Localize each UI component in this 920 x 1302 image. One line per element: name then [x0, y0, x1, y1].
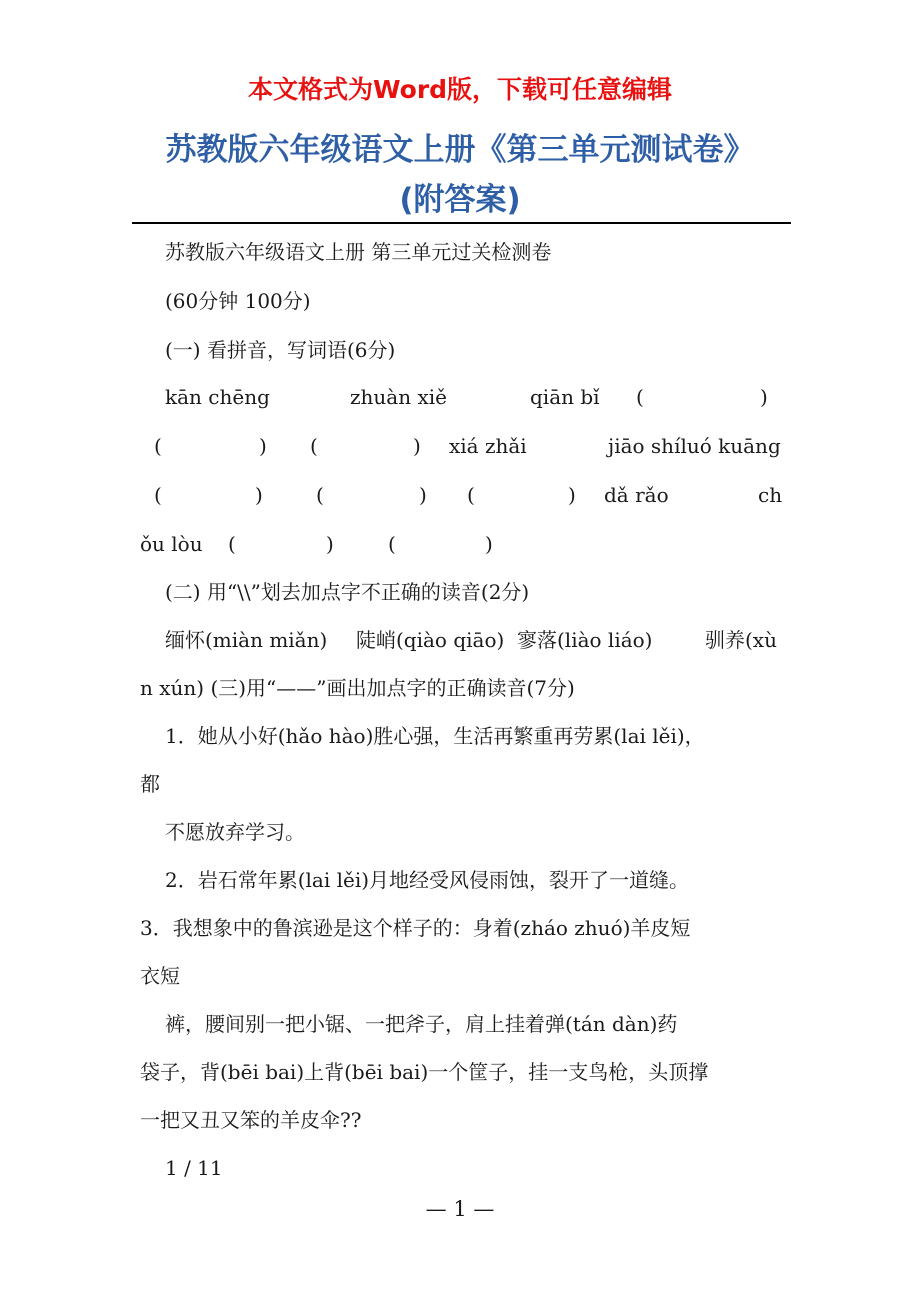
question-1-cont: 都 — [140, 772, 160, 796]
pinyin-item: dǎ rǎo — [604, 483, 669, 507]
answer-bracket: ) — [760, 385, 768, 409]
time-score: (60分钟 100分) — [165, 289, 311, 313]
pinyin-item: ǒu lòu — [140, 532, 203, 556]
question-3: 3．我想象中的鲁滨逊是这个样子的：身着(zháo zhuó)羊皮短 — [140, 916, 691, 940]
pinyin-item: ch — [758, 483, 783, 507]
question-3-cont: 衣短 — [140, 964, 180, 988]
section-1-title: (一) 看拼音，写词语(6分) — [165, 338, 396, 362]
reading-item: 陡峭(qiào qiāo) — [356, 628, 505, 652]
answer-bracket: ( — [154, 434, 162, 458]
question-3-cont: 一把又丑又笨的羊皮伞?? — [140, 1108, 362, 1132]
answer-bracket: ) — [255, 483, 263, 507]
answer-bracket: ) — [419, 483, 427, 507]
document-title-suffix: (附答案) — [399, 182, 521, 218]
answer-bracket: ) — [413, 434, 421, 458]
answer-bracket: ( — [316, 483, 324, 507]
reading-item: 缅怀(miàn miǎn) — [165, 628, 328, 652]
answer-bracket: ( — [636, 385, 644, 409]
pinyin-item: kān chēng — [165, 385, 270, 409]
answer-bracket: ) — [326, 532, 334, 556]
answer-bracket: ) — [568, 483, 576, 507]
answer-bracket: ) — [485, 532, 493, 556]
page-number-footer: — 1 — — [425, 1197, 495, 1221]
pinyin-item: jiāo shíluó kuāng — [608, 434, 781, 458]
pinyin-item: zhuàn xiě — [350, 385, 447, 409]
title-divider — [132, 222, 791, 224]
answer-bracket: ( — [310, 434, 318, 458]
question-2: 2．岩石常年累(lai lěi)月地经受风侵雨蚀，裂开了一道缝。 — [165, 868, 690, 892]
answer-bracket: ( — [228, 532, 236, 556]
section-2-title: (二) 用“\\”划去加点字不正确的读音(2分) — [165, 580, 530, 604]
section-3-line: n xún) (三)用“——”画出加点字的正确读音(7分) — [140, 676, 575, 700]
reading-item: 寥落(liào liáo) — [517, 628, 653, 652]
page-count: 1 / 11 — [165, 1156, 223, 1180]
answer-bracket: ) — [259, 434, 267, 458]
document-title: 苏教版六年级语文上册《第三单元测试卷》 — [165, 132, 755, 168]
answer-bracket: ( — [467, 483, 475, 507]
pinyin-item: xiá zhǎi — [449, 434, 527, 458]
question-3-cont: 裤，腰间别一把小锯、一把斧子，肩上挂着弹(tán dàn)药 — [165, 1012, 678, 1036]
format-notice-banner: 本文格式为Word版，下载可任意编辑 — [247, 75, 673, 104]
question-1-cont: 不愿放弃学习。 — [165, 820, 305, 844]
answer-bracket: ( — [388, 532, 396, 556]
pinyin-item: qiān bǐ — [530, 385, 600, 409]
reading-item: 驯养(xù — [705, 628, 777, 652]
exam-heading: 苏教版六年级语文上册 第三单元过关检测卷 — [165, 240, 552, 264]
question-3-cont: 袋子，背(bēi bai)上背(bēi bai)一个筐子，挂一支鸟枪，头顶撑 — [140, 1060, 709, 1084]
answer-bracket: ( — [154, 483, 162, 507]
question-1: 1．她从小好(hǎo hào)胜心强，生活再繁重再劳累(lai lěi)， — [165, 724, 705, 748]
